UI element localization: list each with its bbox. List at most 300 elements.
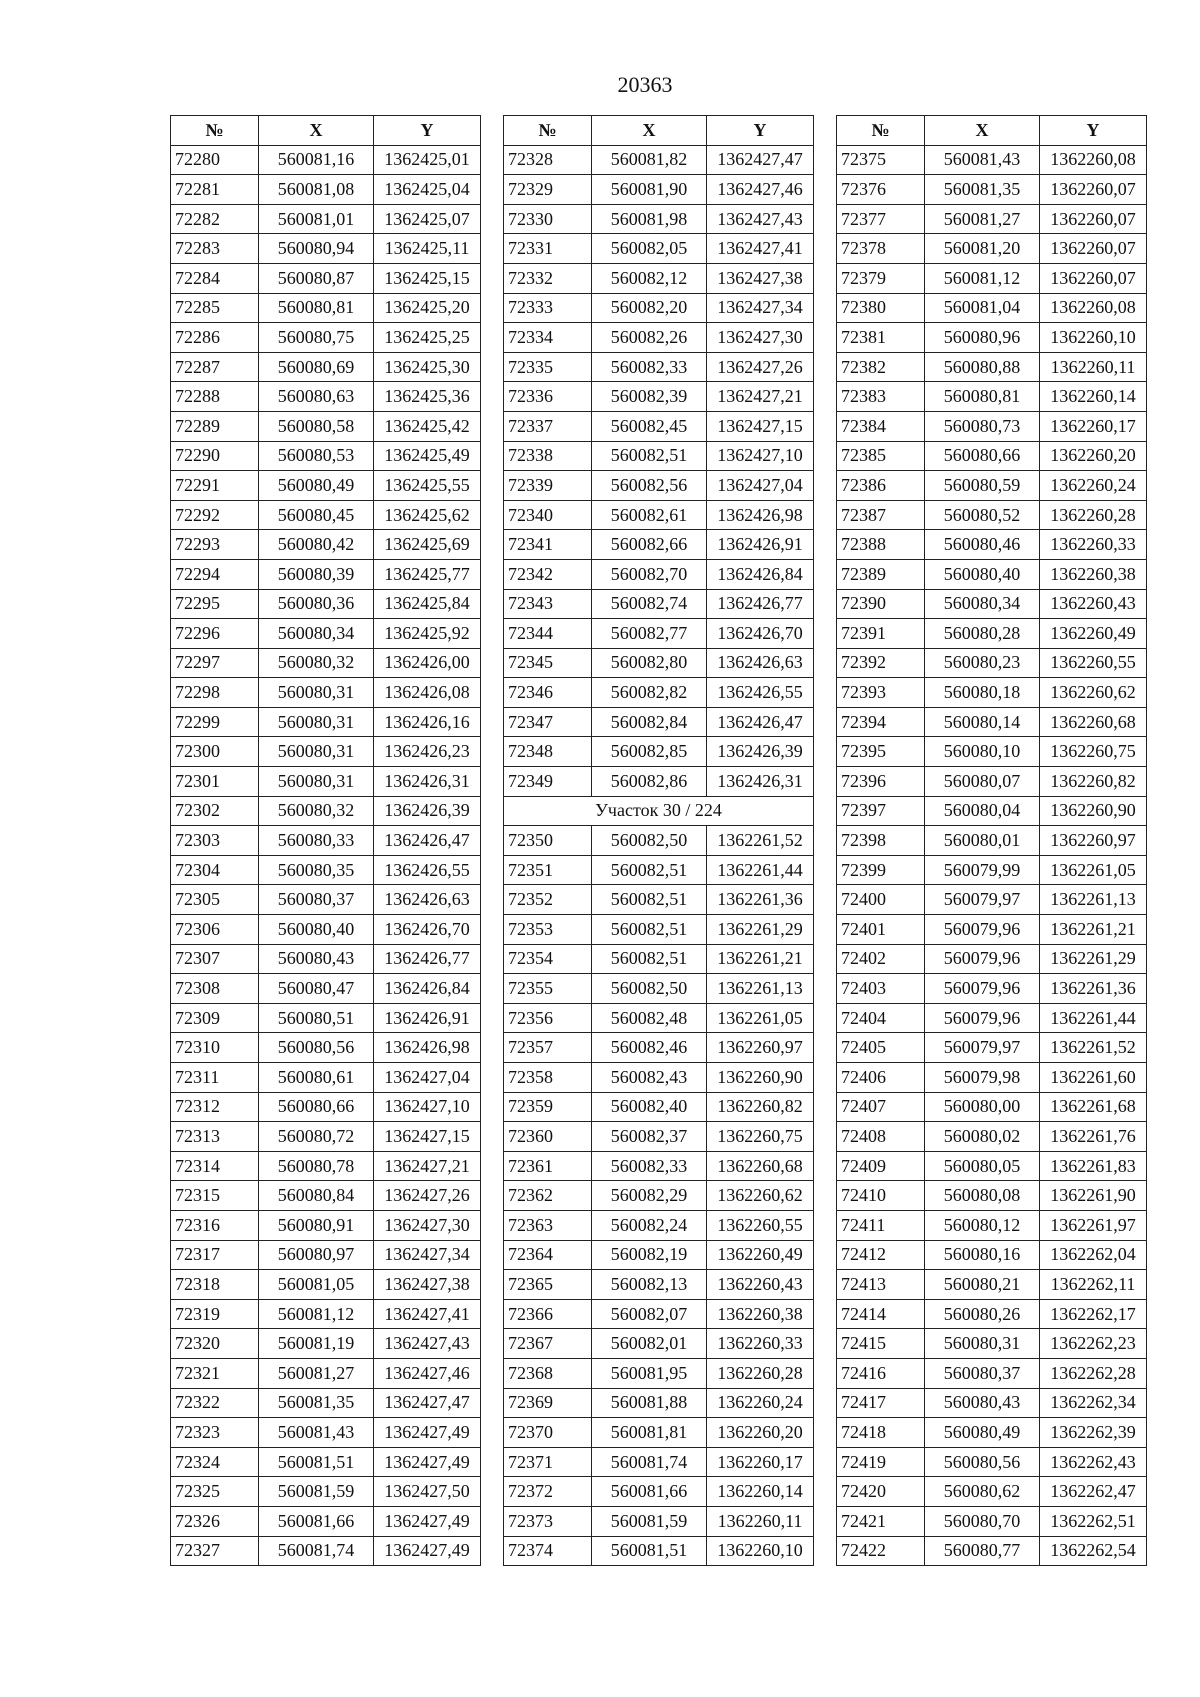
cell-x: 560081,01 — [259, 204, 374, 234]
cell-x: 560080,58 — [259, 411, 374, 441]
cell-x: 560079,97 — [925, 885, 1040, 915]
cell-x: 560080,40 — [259, 915, 374, 945]
cell-number: 72318 — [171, 1270, 259, 1300]
cell-x: 560080,37 — [259, 885, 374, 915]
table-row — [504, 1003, 814, 1033]
cell-number: 72399 — [837, 855, 925, 885]
cell-y: 1362262,39 — [1040, 1418, 1147, 1448]
cell-number: 72292 — [171, 500, 259, 530]
table-row — [504, 707, 814, 737]
cell-x: 560080,34 — [259, 619, 374, 649]
cell-number: 72291 — [171, 471, 259, 501]
cell-x: 560082,51 — [592, 915, 707, 945]
table-row — [171, 1240, 481, 1270]
table-row — [504, 589, 814, 619]
cell-y: 1362260,82 — [1040, 767, 1147, 797]
cell-x: 560082,05 — [592, 234, 707, 264]
cell-x: 560080,00 — [925, 1092, 1040, 1122]
cell-y: 1362425,49 — [374, 441, 481, 471]
cell-y: 1362260,11 — [1040, 352, 1147, 382]
table-row — [171, 530, 481, 560]
table-row — [504, 1388, 814, 1418]
table-row — [837, 1210, 1147, 1240]
table-row — [171, 1388, 481, 1418]
cell-y: 1362425,25 — [374, 323, 481, 353]
section-header-row — [504, 796, 814, 826]
cell-x: 560080,69 — [259, 352, 374, 382]
cell-x: 560080,96 — [925, 323, 1040, 353]
table-row — [504, 382, 814, 412]
cell-y: 1362260,20 — [707, 1418, 814, 1448]
cell-number: 72395 — [837, 737, 925, 767]
table-row — [504, 915, 814, 945]
cell-x: 560080,08 — [925, 1181, 1040, 1211]
cell-x: 560082,74 — [592, 589, 707, 619]
cell-number: 72356 — [504, 1003, 592, 1033]
cell-x: 560082,12 — [592, 263, 707, 293]
cell-y: 1362261,21 — [1040, 915, 1147, 945]
cell-y: 1362262,17 — [1040, 1299, 1147, 1329]
cell-number: 72373 — [504, 1506, 592, 1536]
cell-number: 72413 — [837, 1270, 925, 1300]
table-row — [837, 234, 1147, 264]
cell-number: 72379 — [837, 263, 925, 293]
table-row — [837, 1506, 1147, 1536]
cell-y: 1362427,26 — [707, 352, 814, 382]
table-header-row — [837, 116, 1147, 146]
table-row — [171, 1358, 481, 1388]
cell-number: 72380 — [837, 293, 925, 323]
cell-y: 1362426,16 — [374, 707, 481, 737]
table-row — [837, 915, 1147, 945]
cell-y: 1362426,31 — [707, 767, 814, 797]
cell-y: 1362262,28 — [1040, 1358, 1147, 1388]
cell-number: 72287 — [171, 352, 259, 382]
cell-y: 1362426,23 — [374, 737, 481, 767]
cell-x: 560081,35 — [925, 175, 1040, 205]
cell-y: 1362426,91 — [374, 1003, 481, 1033]
cell-x: 560082,01 — [592, 1329, 707, 1359]
table-row — [837, 885, 1147, 915]
table-row — [504, 500, 814, 530]
table-row — [837, 559, 1147, 589]
cell-number: 72417 — [837, 1388, 925, 1418]
cell-number: 72385 — [837, 441, 925, 471]
cell-number: 72297 — [171, 648, 259, 678]
cell-x: 560080,72 — [259, 1122, 374, 1152]
cell-x: 560080,81 — [259, 293, 374, 323]
cell-number: 72372 — [504, 1477, 592, 1507]
cell-number: 72382 — [837, 352, 925, 382]
cell-x: 560079,98 — [925, 1063, 1040, 1093]
cell-y: 1362261,05 — [707, 1003, 814, 1033]
cell-number: 72331 — [504, 234, 592, 264]
cell-x: 560080,70 — [925, 1506, 1040, 1536]
table-row — [504, 175, 814, 205]
cell-x: 560080,49 — [925, 1418, 1040, 1448]
table-row — [171, 1477, 481, 1507]
cell-number: 72315 — [171, 1181, 259, 1211]
cell-number: 72391 — [837, 619, 925, 649]
cell-y: 1362427,49 — [374, 1536, 481, 1566]
cell-x: 560082,86 — [592, 767, 707, 797]
cell-y: 1362261,36 — [1040, 974, 1147, 1004]
cell-x: 560082,61 — [592, 500, 707, 530]
cell-y: 1362425,36 — [374, 382, 481, 412]
cell-y: 1362260,08 — [1040, 293, 1147, 323]
cell-number: 72308 — [171, 974, 259, 1004]
cell-y: 1362427,26 — [374, 1181, 481, 1211]
table-row — [504, 263, 814, 293]
cell-number: 72388 — [837, 530, 925, 560]
cell-number: 72301 — [171, 767, 259, 797]
cell-x: 560081,35 — [259, 1388, 374, 1418]
cell-number: 72302 — [171, 796, 259, 826]
cell-number: 72364 — [504, 1240, 592, 1270]
cell-y: 1362426,47 — [707, 707, 814, 737]
table-row — [504, 767, 814, 797]
table-row — [837, 500, 1147, 530]
cell-y: 1362261,52 — [707, 826, 814, 856]
cell-y: 1362262,34 — [1040, 1388, 1147, 1418]
cell-y: 1362427,38 — [707, 263, 814, 293]
cell-number: 72408 — [837, 1122, 925, 1152]
cell-y: 1362427,50 — [374, 1477, 481, 1507]
cell-y: 1362426,00 — [374, 648, 481, 678]
cell-y: 1362261,13 — [707, 974, 814, 1004]
cell-number: 72339 — [504, 471, 592, 501]
cell-y: 1362427,21 — [374, 1151, 481, 1181]
cell-number: 72361 — [504, 1151, 592, 1181]
cell-x: 560080,62 — [925, 1477, 1040, 1507]
table-row — [504, 648, 814, 678]
cell-y: 1362262,11 — [1040, 1270, 1147, 1300]
table-row — [171, 589, 481, 619]
cell-y: 1362425,30 — [374, 352, 481, 382]
cell-number: 72312 — [171, 1092, 259, 1122]
cell-y: 1362425,55 — [374, 471, 481, 501]
cell-x: 560082,33 — [592, 1151, 707, 1181]
cell-x: 560082,33 — [592, 352, 707, 382]
cell-y: 1362260,17 — [1040, 411, 1147, 441]
cell-y: 1362427,46 — [374, 1358, 481, 1388]
cell-x: 560080,36 — [259, 589, 374, 619]
table-row — [171, 855, 481, 885]
cell-x: 560081,74 — [259, 1536, 374, 1566]
cell-number: 72407 — [837, 1092, 925, 1122]
page-number: 20363 — [617, 72, 673, 97]
cell-number: 72414 — [837, 1299, 925, 1329]
cell-x: 560080,35 — [259, 855, 374, 885]
cell-y: 1362426,91 — [707, 530, 814, 560]
cell-y: 1362260,90 — [707, 1063, 814, 1093]
cell-y: 1362262,51 — [1040, 1506, 1147, 1536]
cell-number: 72313 — [171, 1122, 259, 1152]
cell-x: 560082,80 — [592, 648, 707, 678]
cell-x: 560080,31 — [259, 767, 374, 797]
table-row — [171, 1506, 481, 1536]
cell-x: 560082,26 — [592, 323, 707, 353]
table-row — [837, 796, 1147, 826]
cell-number: 72310 — [171, 1033, 259, 1063]
table-row — [504, 1151, 814, 1181]
table-row — [504, 678, 814, 708]
table-row — [171, 1210, 481, 1240]
cell-x: 560079,97 — [925, 1033, 1040, 1063]
cell-x: 560080,77 — [925, 1536, 1040, 1566]
cell-x: 560081,98 — [592, 204, 707, 234]
table-row — [171, 826, 481, 856]
cell-y: 1362260,68 — [1040, 707, 1147, 737]
cell-y: 1362426,84 — [374, 974, 481, 1004]
table-row — [171, 1092, 481, 1122]
table-row — [171, 175, 481, 205]
cell-number: 72340 — [504, 500, 592, 530]
cell-x: 560080,32 — [259, 648, 374, 678]
cell-number: 72288 — [171, 382, 259, 412]
table-row — [837, 826, 1147, 856]
table-row — [504, 1181, 814, 1211]
table-row — [171, 204, 481, 234]
cell-x: 560081,19 — [259, 1329, 374, 1359]
cell-x: 560082,51 — [592, 855, 707, 885]
cell-number: 72422 — [837, 1536, 925, 1566]
cell-number: 72366 — [504, 1299, 592, 1329]
cell-number: 72384 — [837, 411, 925, 441]
table-row — [837, 175, 1147, 205]
cell-x: 560082,51 — [592, 944, 707, 974]
cell-number: 72349 — [504, 767, 592, 797]
table-row — [504, 1477, 814, 1507]
cell-number: 72389 — [837, 559, 925, 589]
cell-number: 72326 — [171, 1506, 259, 1536]
cell-x: 560080,43 — [925, 1388, 1040, 1418]
table-row — [171, 145, 481, 175]
cell-y: 1362260,07 — [1040, 175, 1147, 205]
cell-y: 1362425,07 — [374, 204, 481, 234]
cell-x: 560082,43 — [592, 1063, 707, 1093]
cell-number: 72363 — [504, 1210, 592, 1240]
cell-x: 560082,85 — [592, 737, 707, 767]
cell-x: 560081,08 — [259, 175, 374, 205]
table-row — [171, 737, 481, 767]
cell-x: 560080,56 — [925, 1447, 1040, 1477]
cell-y: 1362427,47 — [374, 1388, 481, 1418]
cell-x: 560082,48 — [592, 1003, 707, 1033]
cell-number: 72403 — [837, 974, 925, 1004]
cell-number: 72321 — [171, 1358, 259, 1388]
cell-y: 1362261,60 — [1040, 1063, 1147, 1093]
cell-number: 72342 — [504, 559, 592, 589]
cell-number: 72303 — [171, 826, 259, 856]
cell-x: 560081,59 — [259, 1477, 374, 1507]
cell-number: 72324 — [171, 1447, 259, 1477]
table-row — [171, 559, 481, 589]
cell-y: 1362260,07 — [1040, 234, 1147, 264]
cell-y: 1362260,08 — [1040, 145, 1147, 175]
cell-number: 72300 — [171, 737, 259, 767]
table-row — [504, 1358, 814, 1388]
table-row — [837, 855, 1147, 885]
cell-x: 560080,21 — [925, 1270, 1040, 1300]
table-row — [504, 145, 814, 175]
cell-y: 1362262,54 — [1040, 1536, 1147, 1566]
table-row — [837, 1418, 1147, 1448]
cell-number: 72409 — [837, 1151, 925, 1181]
cell-number: 72358 — [504, 1063, 592, 1093]
cell-x: 560082,45 — [592, 411, 707, 441]
cell-number: 72418 — [837, 1418, 925, 1448]
table-row — [837, 145, 1147, 175]
cell-number: 72284 — [171, 263, 259, 293]
cell-y: 1362426,63 — [374, 885, 481, 915]
cell-number: 72298 — [171, 678, 259, 708]
cell-y: 1362425,42 — [374, 411, 481, 441]
table-header-row — [171, 116, 481, 146]
cell-number: 72374 — [504, 1536, 592, 1566]
cell-y: 1362427,21 — [707, 382, 814, 412]
cell-number: 72325 — [171, 1477, 259, 1507]
cell-x: 560082,39 — [592, 382, 707, 412]
cell-x: 560080,34 — [925, 589, 1040, 619]
table-row — [837, 1151, 1147, 1181]
cell-x: 560082,66 — [592, 530, 707, 560]
cell-x: 560082,07 — [592, 1299, 707, 1329]
cell-number: 72344 — [504, 619, 592, 649]
table-row — [171, 619, 481, 649]
table-row — [171, 263, 481, 293]
cell-number: 72348 — [504, 737, 592, 767]
cell-y: 1362260,07 — [1040, 263, 1147, 293]
table-row — [837, 1033, 1147, 1063]
cell-number: 72411 — [837, 1210, 925, 1240]
cell-x: 560082,29 — [592, 1181, 707, 1211]
cell-number: 72296 — [171, 619, 259, 649]
cell-y: 1362425,69 — [374, 530, 481, 560]
cell-x: 560080,31 — [259, 678, 374, 708]
cell-y: 1362426,70 — [374, 915, 481, 945]
cell-number: 72360 — [504, 1122, 592, 1152]
table-row — [837, 204, 1147, 234]
cell-x: 560080,87 — [259, 263, 374, 293]
cell-x: 560081,16 — [259, 145, 374, 175]
cell-x: 560082,50 — [592, 974, 707, 1004]
table-row — [504, 885, 814, 915]
cell-number: 72347 — [504, 707, 592, 737]
table-row — [504, 1063, 814, 1093]
cell-y: 1362262,04 — [1040, 1240, 1147, 1270]
cell-y: 1362260,07 — [1040, 204, 1147, 234]
cell-x: 560080,45 — [259, 500, 374, 530]
cell-y: 1362427,43 — [374, 1329, 481, 1359]
cell-number: 72400 — [837, 885, 925, 915]
table-row — [171, 1063, 481, 1093]
cell-number: 72335 — [504, 352, 592, 382]
header-x: X — [592, 116, 707, 146]
table-header-row — [504, 116, 814, 146]
cell-y: 1362261,52 — [1040, 1033, 1147, 1063]
cell-y: 1362260,10 — [1040, 323, 1147, 353]
cell-y: 1362426,47 — [374, 826, 481, 856]
cell-y: 1362260,10 — [707, 1536, 814, 1566]
cell-y: 1362427,34 — [707, 293, 814, 323]
cell-number: 72294 — [171, 559, 259, 589]
cell-y: 1362425,20 — [374, 293, 481, 323]
table-row — [837, 648, 1147, 678]
table-row — [504, 352, 814, 382]
section-label: Участок 30 / 224 — [504, 796, 814, 826]
cell-y: 1362427,49 — [374, 1447, 481, 1477]
cell-number: 72285 — [171, 293, 259, 323]
cell-number: 72406 — [837, 1063, 925, 1093]
header-y: Y — [707, 116, 814, 146]
cell-number: 72390 — [837, 589, 925, 619]
cell-x: 560080,32 — [259, 796, 374, 826]
cell-number: 72289 — [171, 411, 259, 441]
cell-x: 560082,20 — [592, 293, 707, 323]
table-row — [171, 411, 481, 441]
cell-x: 560080,14 — [925, 707, 1040, 737]
cell-x: 560082,56 — [592, 471, 707, 501]
cell-x: 560082,82 — [592, 678, 707, 708]
cell-x: 560081,43 — [259, 1418, 374, 1448]
cell-y: 1362262,23 — [1040, 1329, 1147, 1359]
table-row — [171, 382, 481, 412]
cell-x: 560080,39 — [259, 559, 374, 589]
cell-number: 72369 — [504, 1388, 592, 1418]
cell-y: 1362426,08 — [374, 678, 481, 708]
cell-y: 1362426,70 — [707, 619, 814, 649]
cell-y: 1362260,24 — [707, 1388, 814, 1418]
table-row — [837, 1092, 1147, 1122]
table-row — [504, 1240, 814, 1270]
cell-y: 1362260,20 — [1040, 441, 1147, 471]
table-row — [504, 471, 814, 501]
table-row — [837, 1181, 1147, 1211]
cell-x: 560080,49 — [259, 471, 374, 501]
cell-y: 1362427,41 — [707, 234, 814, 264]
coordinates-table-1 — [170, 115, 481, 1566]
cell-x: 560080,31 — [259, 707, 374, 737]
cell-x: 560081,81 — [592, 1418, 707, 1448]
table-row — [504, 1329, 814, 1359]
cell-number: 72341 — [504, 530, 592, 560]
cell-x: 560080,31 — [259, 737, 374, 767]
cell-x: 560082,51 — [592, 441, 707, 471]
table-row — [504, 1299, 814, 1329]
cell-y: 1362262,43 — [1040, 1447, 1147, 1477]
table-row — [171, 1299, 481, 1329]
cell-y: 1362260,14 — [1040, 382, 1147, 412]
cell-y: 1362426,98 — [374, 1033, 481, 1063]
table-row — [171, 678, 481, 708]
cell-y: 1362427,49 — [374, 1506, 481, 1536]
cell-number: 72393 — [837, 678, 925, 708]
cell-x: 560081,74 — [592, 1447, 707, 1477]
cell-x: 560081,04 — [925, 293, 1040, 323]
cell-y: 1362427,04 — [374, 1063, 481, 1093]
cell-number: 72346 — [504, 678, 592, 708]
cell-x: 560080,10 — [925, 737, 1040, 767]
cell-x: 560080,40 — [925, 559, 1040, 589]
table-row — [171, 915, 481, 945]
table-row — [837, 382, 1147, 412]
table-row — [504, 1418, 814, 1448]
cell-y: 1362260,75 — [1040, 737, 1147, 767]
table-row — [504, 204, 814, 234]
table-row — [837, 1358, 1147, 1388]
table-row — [171, 796, 481, 826]
